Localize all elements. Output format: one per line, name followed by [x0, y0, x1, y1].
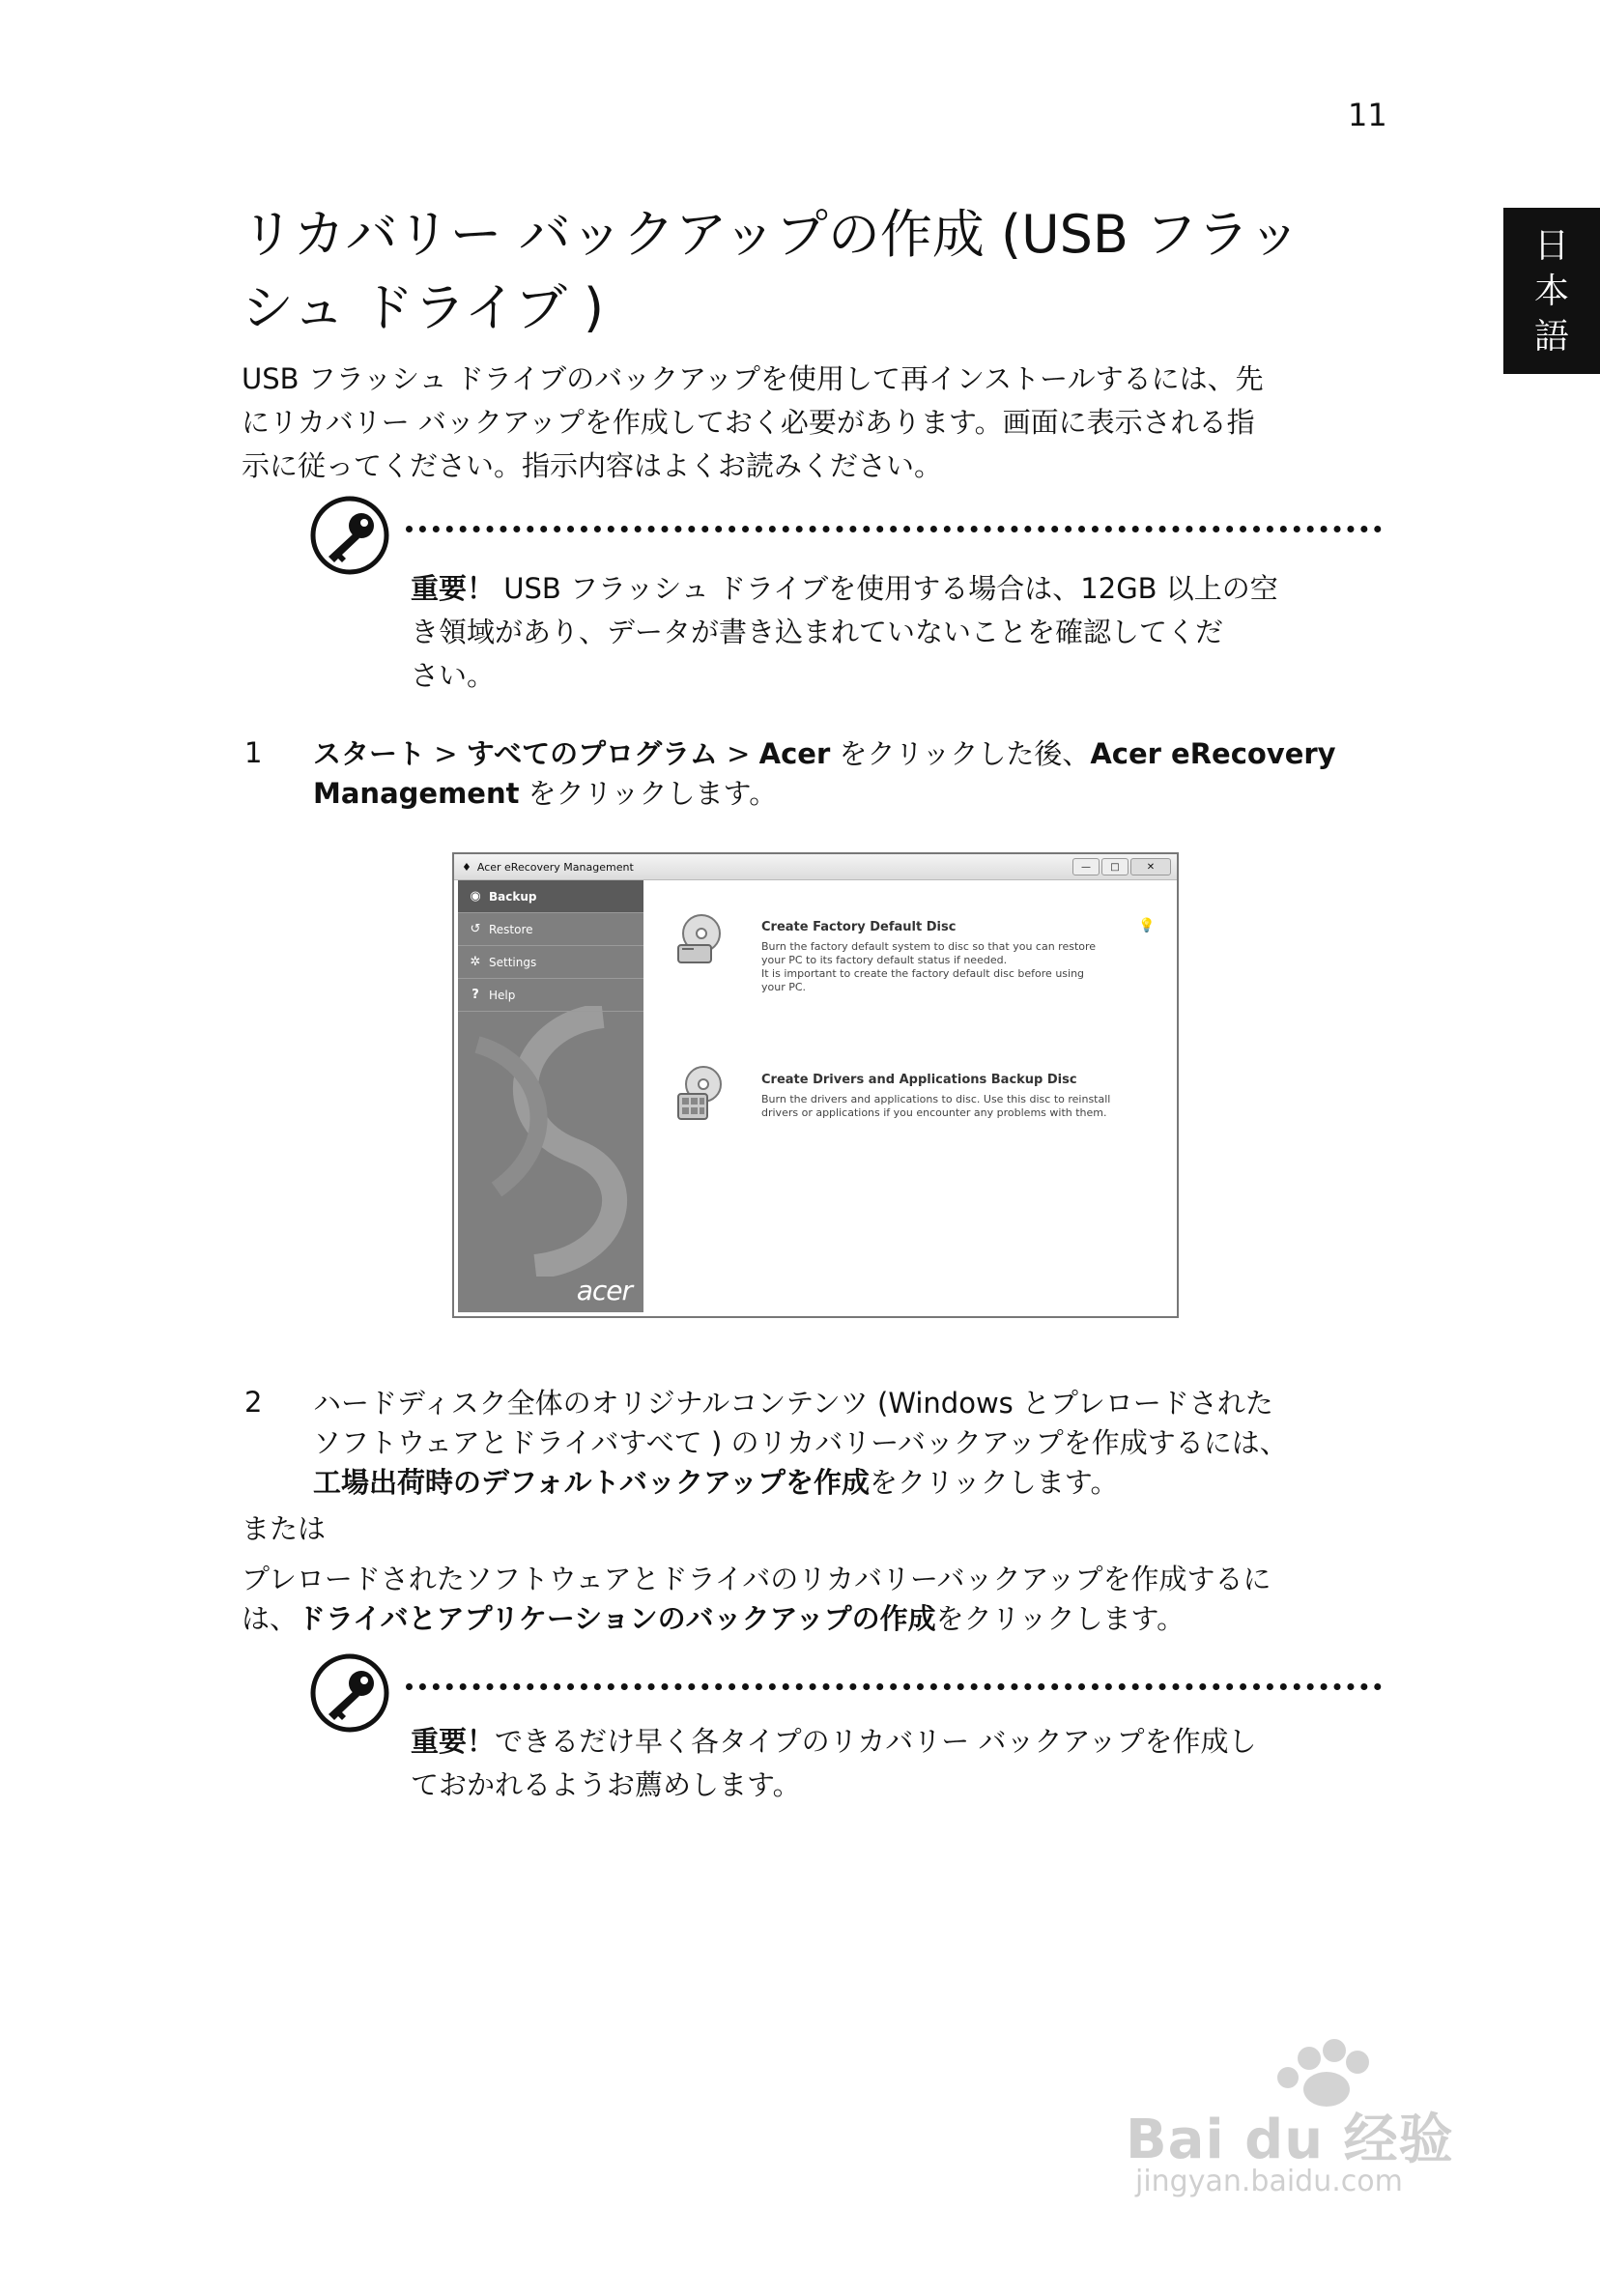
important-note	[411, 567, 1377, 698]
language-tab	[1503, 208, 1600, 374]
intro-line: 示に従ってください。指示内容はよくお読みください。	[242, 449, 943, 482]
important-note	[411, 1720, 1377, 1807]
option-desc-line: Burn the drivers and applications to disc. Use this disc to reinstall	[761, 1093, 1111, 1105]
para-line: プレロードされたソフトウェアとドライバのリカバリーバックアップを作成するに	[242, 1563, 1271, 1595]
note-label: 重要！	[411, 1725, 496, 1758]
para-text: は、	[242, 1602, 299, 1635]
note-text: さい。	[411, 659, 496, 692]
menu-path-acer: Acer	[758, 737, 831, 770]
note-divider	[406, 1683, 1382, 1690]
note-text: き領域があり、データが書き込まれていないことを確認してくだ	[411, 616, 1224, 648]
sidebar-item-backup[interactable]	[458, 880, 643, 913]
step-1-text	[313, 734, 1386, 814]
option-description	[761, 1093, 1148, 1120]
sidebar-item-restore[interactable]	[458, 913, 643, 946]
tip-icon: 💡	[1138, 918, 1156, 933]
para-text: をクリックします。	[935, 1602, 1186, 1635]
option-description	[761, 940, 1129, 994]
note-divider	[406, 526, 1382, 532]
option-title[interactable]: Create Factory Default Disc	[761, 920, 957, 934]
help-icon: ?	[471, 988, 479, 1002]
sidebar-item-help[interactable]	[458, 979, 643, 1012]
option-desc-line: drivers or applications if you encounter any problems with them.	[761, 1106, 1107, 1119]
step-text: ハードディスク全体のオリジナルコンテンツ (Windows とプレロードされた	[313, 1387, 1273, 1420]
title-line: リカバリー バックアップの作成 (USB フラッ	[242, 204, 1301, 265]
intro-paragraph	[242, 358, 1382, 488]
step-number: 2	[244, 1386, 263, 1419]
drivers-apps-backup-link: ドライバとアプリケーションのバックアップの作成	[298, 1602, 936, 1635]
intro-line: USB フラッシュ ドライブのバックアップを使用して再インストールするには、先	[242, 362, 1264, 395]
step-number: 1	[244, 736, 263, 769]
page-number: 11	[1348, 97, 1387, 133]
option-factory-default[interactable]	[761, 920, 1129, 994]
note-text: できるだけ早く各タイプのリカバリー バックアップを作成し	[495, 1725, 1257, 1758]
option-title[interactable]: Create Drivers and Applications Backup Disc	[761, 1073, 1077, 1087]
settings-icon: ✲	[470, 955, 481, 969]
title-line: シュ ドライブ )	[242, 277, 605, 338]
option-desc-line: Burn the factory default system to disc so that you can restore	[761, 940, 1097, 953]
acer-logo: acer	[576, 1275, 632, 1306]
backup-icon: ◉	[470, 889, 481, 904]
separator: >	[717, 737, 759, 770]
sidebar-item-label: Help	[489, 988, 516, 1002]
erecovery-window	[452, 852, 1179, 1318]
minimize-icon[interactable]: —	[1072, 858, 1100, 875]
step-text: ソフトウェアとドライバすべて ) のリカバリーバックアップを作成するには、	[313, 1426, 1288, 1459]
watermark-url: jingyan.baidu.com	[1135, 2165, 1403, 2198]
key-icon	[309, 1652, 390, 1737]
sidebar-item-label: Restore	[489, 922, 533, 936]
sidebar	[458, 880, 643, 1312]
option-desc-line: your PC to its factory default status if needed.	[761, 954, 1008, 966]
language-tab-char: 本	[1533, 271, 1569, 311]
menu-path-all-programs: すべてのプログラム	[466, 737, 718, 770]
sidebar-item-label: Settings	[489, 955, 537, 969]
separator: >	[425, 737, 467, 770]
sidebar-decoration	[458, 1006, 643, 1277]
watermark-brand: Bai du 经验	[1126, 2109, 1454, 2171]
step-text: をクリックします。	[869, 1466, 1119, 1499]
disc-icon	[674, 912, 723, 970]
language-tab-char: 語	[1533, 316, 1569, 357]
option-drivers-apps[interactable]	[761, 1073, 1148, 1120]
menu-path-erecovery: Acer eRecovery	[1090, 737, 1336, 770]
factory-backup-link: 工場出荷時のデフォルトバックアップを作成	[313, 1466, 870, 1499]
key-icon	[309, 495, 390, 580]
baidu-watermark	[1116, 2039, 1502, 2203]
option-desc-line: your PC.	[761, 981, 807, 993]
sidebar-item-settings[interactable]	[458, 946, 643, 979]
step-text: をクリックした後、	[830, 737, 1091, 770]
note-text: ておかれるようお薦めします。	[411, 1768, 801, 1801]
menu-path-management: Management	[313, 777, 520, 810]
apps-disc-icon	[674, 1065, 723, 1127]
note-text: USB フラッシュ ドライブを使用する場合は、12GB 以上の空	[495, 572, 1278, 605]
intro-line: にリカバリー バックアップを作成しておく必要があります。画面に表示される指	[242, 406, 1255, 439]
note-label: 重要！	[411, 572, 496, 605]
option-desc-line: It is important to create the factory default disc before using	[761, 967, 1085, 980]
page-title	[242, 198, 1382, 345]
step-text: をクリックします。	[519, 777, 778, 810]
restore-icon: ↺	[470, 922, 481, 936]
or-text: または	[242, 1512, 327, 1545]
close-icon[interactable]: ✕	[1130, 858, 1171, 875]
window-title: Acer eRecovery Management	[476, 860, 634, 874]
menu-path-start: スタート	[313, 737, 426, 770]
window-titlebar	[454, 854, 1177, 880]
step-2-text	[313, 1384, 1386, 1503]
drivers-apps-paragraph	[242, 1560, 1391, 1639]
app-icon: ♦	[462, 860, 471, 874]
maximize-icon[interactable]: □	[1101, 858, 1129, 875]
language-tab-char: 日	[1533, 225, 1569, 266]
sidebar-item-label: Backup	[489, 889, 537, 904]
